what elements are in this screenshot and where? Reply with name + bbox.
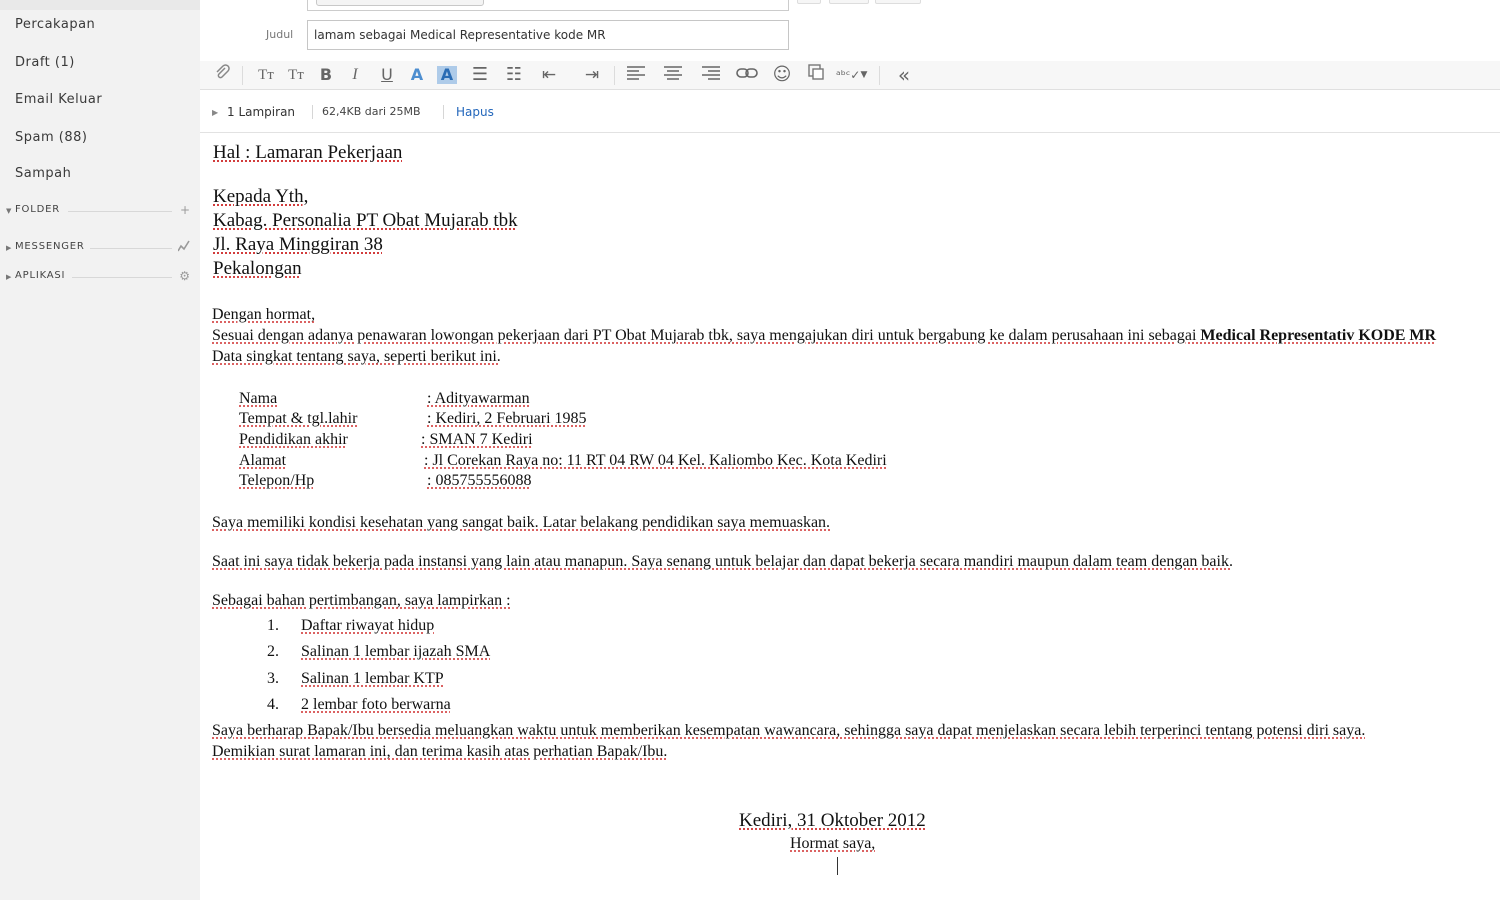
address-line: Pekalongan xyxy=(213,258,302,279)
header-button[interactable] xyxy=(829,0,869,4)
sidebar-item-outbox[interactable]: Email Keluar xyxy=(15,92,103,107)
field-value: : SMAN 7 Kediri xyxy=(421,431,533,448)
sidebar-item-trash[interactable]: Sampah xyxy=(15,166,72,181)
insert-image-icon[interactable] xyxy=(804,63,828,87)
list-number: 3. xyxy=(267,670,279,687)
italic-icon[interactable]: I xyxy=(352,66,358,83)
toolbar-divider xyxy=(614,66,615,85)
spellcheck-icon[interactable]: ᵃᵇᶜ✓ xyxy=(836,68,861,82)
sidebar-item-draft[interactable]: Draft (1) xyxy=(15,55,75,70)
to-field[interactable] xyxy=(307,0,789,11)
list-item: 2 lembar foto berwarna xyxy=(301,696,451,713)
field-label: Telepon/Hp xyxy=(239,472,315,489)
align-left-icon[interactable] xyxy=(624,63,648,87)
attachment-bar xyxy=(200,91,1500,133)
list-number: 4. xyxy=(267,696,279,713)
font-size-icon[interactable]: Tт xyxy=(288,67,304,83)
status-paragraph: Saat ini saya tidak bekerja pada instansi yang lain atau manapun. Saya senang untuk belajar dan dapat bekerja secara mandiri maupun dalam team dengan baik. xyxy=(212,553,1233,570)
outdent-icon[interactable]: ⇤ xyxy=(541,65,557,85)
section-folder[interactable] xyxy=(0,204,200,218)
underline-icon[interactable]: U xyxy=(381,65,393,84)
text-cursor xyxy=(837,857,838,875)
list-item: Salinan 1 lembar KTP xyxy=(301,670,444,687)
field-value: : 085755556088 xyxy=(427,472,532,489)
section-messenger-label: MESSENGER xyxy=(15,241,85,252)
data-intro: Data singkat tentang saya, seperti berikut ini. xyxy=(212,348,501,365)
section-folder-label: FOLDER xyxy=(15,204,60,215)
divider xyxy=(90,248,172,249)
address-line: Jl. Raya Minggiran 38 xyxy=(213,234,383,255)
field-label: Alamat xyxy=(239,452,287,469)
divider xyxy=(312,105,313,119)
message-body[interactable] xyxy=(200,134,1500,900)
subject-label: Judul xyxy=(266,28,294,41)
header-button[interactable] xyxy=(797,0,821,4)
bold-icon[interactable]: B xyxy=(319,65,333,84)
emoticon-icon[interactable]: ☺ xyxy=(772,64,792,85)
collapse-down-icon: ▼ xyxy=(6,207,12,215)
address-line: Kepada Yth, xyxy=(213,186,309,207)
chevron-down-icon[interactable]: ▼ xyxy=(860,70,868,80)
field-value: : Jl Corekan Raya no: 11 RT 04 RW 04 Kel. Kaliombo Kec. Kota Kediri xyxy=(424,452,887,469)
attachment-size: 62,4KB dari 25MB xyxy=(322,105,421,118)
toolbar-divider xyxy=(242,66,243,85)
subject-input[interactable]: lamam sebagai Medical Representative kode MR xyxy=(307,20,789,50)
greeting: Dengan hormat, xyxy=(212,306,316,323)
collapse-toolbar-icon[interactable]: « xyxy=(897,63,911,87)
align-right-icon[interactable] xyxy=(699,63,723,87)
section-aplikasi-label: APLIKASI xyxy=(15,270,66,281)
field-value: : Kediri, 2 Februari 1985 xyxy=(427,410,587,427)
expand-right-icon: ▶ xyxy=(6,273,12,281)
field-label: Tempat & tgl.lahir xyxy=(239,410,358,427)
indent-icon[interactable]: ⇥ xyxy=(584,65,600,85)
regards: Hormat saya, xyxy=(790,835,876,852)
highlight-color-icon[interactable]: A xyxy=(437,66,457,84)
font-face-icon[interactable]: Tт xyxy=(258,67,274,83)
gear-icon[interactable]: ⚙ xyxy=(179,269,190,283)
field-label: Nama xyxy=(239,390,278,407)
expand-right-icon[interactable]: ▶ xyxy=(212,108,219,117)
divider xyxy=(72,277,172,278)
align-center-icon[interactable] xyxy=(661,63,685,87)
pulse-icon[interactable] xyxy=(178,240,190,255)
list-number: 2. xyxy=(267,643,279,660)
numbered-list-icon[interactable]: ☷ xyxy=(505,64,523,85)
plus-icon[interactable]: + xyxy=(179,203,190,217)
attachment-count[interactable]: 1 Lampiran xyxy=(227,105,296,119)
bulleted-list-icon[interactable]: ☰ xyxy=(471,64,489,85)
section-messenger[interactable] xyxy=(0,241,200,255)
expand-right-icon: ▶ xyxy=(6,244,12,252)
health-paragraph: Saya memiliki kondisi kesehatan yang sangat baik. Latar belakang pendidikan saya memuaskan. xyxy=(212,514,831,531)
sidebar xyxy=(0,0,200,900)
intro-text: Sesuai dengan adanya penawaran lowongan pekerjaan dari PT Obat Mujarab tbk, saya mengajukan diri untuk bergabung ke dalam perusahaan ini sebagai xyxy=(212,327,1201,344)
intro-position: Medical Representativ KODE MR xyxy=(1200,327,1437,344)
place-date: Kediri, 31 Oktober 2012 xyxy=(739,810,926,831)
remove-attachment-link[interactable]: Hapus xyxy=(456,105,494,119)
divider xyxy=(443,105,444,119)
link-icon[interactable] xyxy=(735,63,759,87)
section-aplikasi[interactable] xyxy=(0,270,200,284)
address-line: Kabag. Personalia PT Obat Mujarab tbk xyxy=(213,210,518,231)
closing-paragraph: Saya berharap Bapak/Ibu bersedia meluangkan waktu untuk memberikan kesempatan wawancara, sehingga saya dapat menjelaskan secara lebih terperinci tentang potensi diri saya. xyxy=(212,722,1366,739)
paperclip-icon[interactable] xyxy=(210,63,234,87)
header-button[interactable] xyxy=(875,0,921,4)
field-label: Pendidikan akhir xyxy=(239,431,348,448)
attachments-intro: Sebagai bahan pertimbangan, saya lampirkan : xyxy=(212,592,511,609)
toolbar-divider xyxy=(879,66,880,85)
text-color-icon[interactable]: A xyxy=(410,65,424,84)
sidebar-item-spam[interactable]: Spam (88) xyxy=(15,130,88,145)
field-value: : Adityawarman xyxy=(427,390,530,407)
intro-paragraph xyxy=(212,327,1436,345)
format-toolbar xyxy=(200,61,1500,90)
list-item: Salinan 1 lembar ijazah SMA xyxy=(301,643,491,660)
list-item: Daftar riwayat hidup xyxy=(301,617,435,634)
list-number: 1. xyxy=(267,617,279,634)
thanks-paragraph: Demikian surat lamaran ini, dan terima kasih atas perhatian Bapak/Ibu. xyxy=(212,743,668,760)
sidebar-item-percakapan[interactable]: Percakapan xyxy=(15,17,96,32)
letter-subject: Hal : Lamaran Pekerjaan xyxy=(213,142,403,163)
sidebar-top-band xyxy=(0,0,200,10)
recipient-chip[interactable] xyxy=(316,0,484,6)
divider xyxy=(68,211,172,212)
